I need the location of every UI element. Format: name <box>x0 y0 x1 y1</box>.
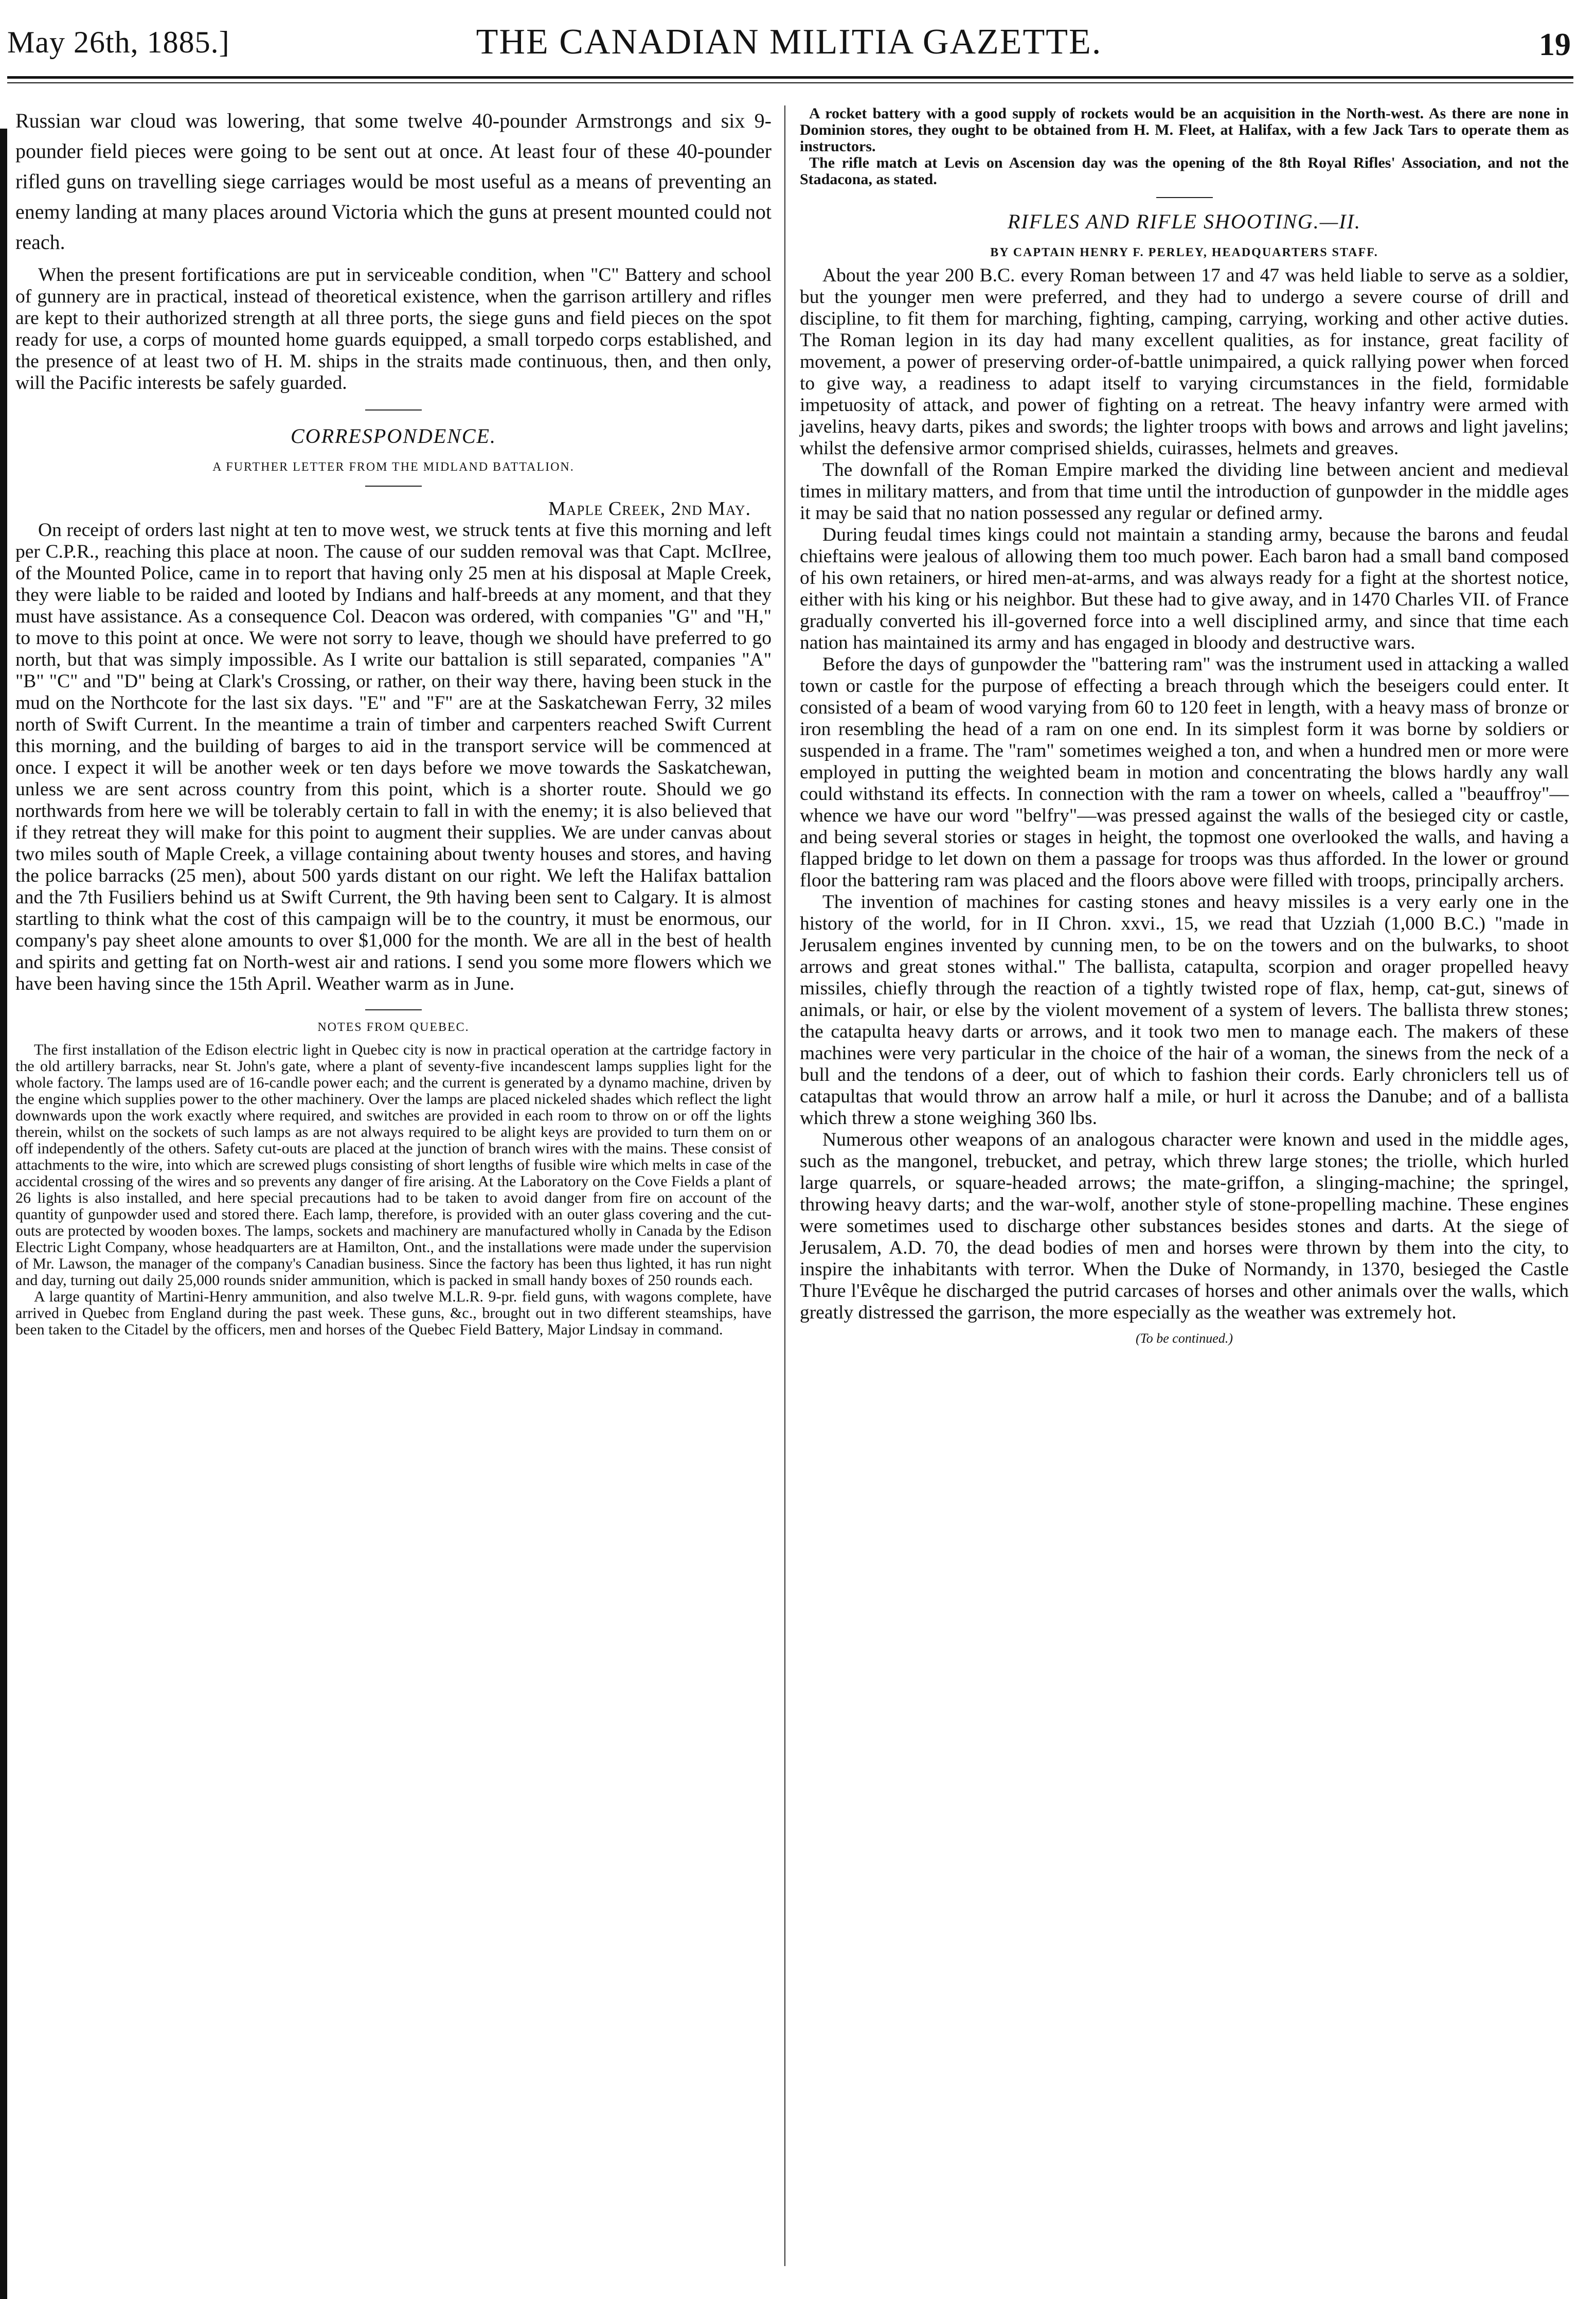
rocket-battery-note: A rocket battery with a good supply of rockets would be an acquisition in the North-west. As there are none in Dominion stores, they ought to be obtained from H. M. Fleet, at Halifax, with a few Jack Tars to operate them as instructors. <box>800 105 1569 155</box>
page-number: 19 <box>1539 27 1571 62</box>
correspondence-heading: CORRESPONDENCE. <box>291 424 496 448</box>
rifles-paragraph: The invention of machines for casting stones and heavy missiles is a very early one in the history of the world, for in II Chron. xxvi., 15, we read that Uzziah (1,000 B.C.) "made in Jerusalem engines invented by cunning men, to be on the towers and on the bulwarks, to shoot arrows and great stones withal." The ballista, catapulta, scorpion and orager propelled heavy missiles, chiefly through the reaction of a tightly twisted rope of flax, hemp, cat-gut, sinews of animals, or hair, or else by the violent movement of a system of levers. The ballista threw stones; the catapulta heavy darts or arrows, and it took two men to manage each. The makers of these machines were very particular in the choice of the hair of a woman, the sinews from the neck of a bull and the tendons of a deer, out of which to fashion their cords. Early chroniclers tell us of catapultas that would throw an arrow half a mile, or hurl it across the Danube; and of a ballista which threw a stone weighing 360 lbs. <box>800 892 1569 1129</box>
rifles-paragraph: Numerous other weapons of an analogous character were known and used in the middle ages, such as the mangonel, trebucket, and petray, which threw large stones; the triolle, which hurled large quarrels, or square-headed arrows; the mate-griffon, a slinging-machine; the springel, throwing heavy darts; and the war-wolf, another style of stone-propelling machine. These engines were sometimes used to discharge other substances besides stones and darts. At the siege of Jerusalem, A.D. 70, the dead bodies of men and horses were thrown by them into the city, to inspire the inhabitants with terror. When the Duke of Normandy, in 1370, besieged the Castle Thure l'Evêque he discharged the putrid carcases of horses and other animals over the walls, which greatly distressed the garrison, the more especially as the weather was extremely hot. <box>800 1129 1569 1323</box>
binding-edge <box>0 129 7 2299</box>
to-be-continued: (To be continued.) <box>1136 1331 1233 1346</box>
quebec-notes-paragraph: The first installation of the Edison electric light in Quebec city is now in practical operation at the cartridge factory in the old artillery barracks, near St. John's gate, where a plant of seventy-five incandescent lamps supplies light for the whole factory. The lamps used are of 16-candle power each; and the current is generated by a dynamo machine, driven by the engine which supplies power to the other machinery. Over the lamps are placed nickeled shades which reflect the light downwards upon the work exactly where required, and switches are provided in each room to throw on or off the lights therein, whilst on the sockets of such lamps as are not always required to be alight keys are provided to turn them on or off independently of the others. Safety cut-outs are placed at the junction of branch wires with the mains. These consist of attachments to the wire, into which are screwed plugs consisting of short lengths of fusible wire which melts in case of the accidental crossing of the wires and so prevents any danger of fire arising. At the Laboratory on the Cove Fields a plant of 26 lights is also installed, and here special precautions had to be taken to avoid danger from fire on account of the quantity of gunpowder used and stored there. Each lamp, therefore, is provided with an outer glass covering and the cut-outs are protected by wooden boxes. The lamps, sockets and machinery are manufactured wholly in Canada by the Edison Electric Light Company, whose headquarters are at Hamilton, Ont., and the installations were made under the supervision of Mr. Lawson, the manager of the company's Canadian business. Since the factory has been thus lighted, it has run night and day, turning out daily 25,000 rounds snider ammunition, which is packed in small handy boxes of 250 rounds each. <box>15 1041 772 1289</box>
rifles-paragraph: Before the days of gunpowder the "battering ram" was the instrument used in attacking a walled town or castle for the purpose of effecting a breach through which the beseigers could enter. It consisted of a beam of wood varying from 60 to 120 feet in length, with a heavy mass of bronze or iron resembling the head of a ram on one end. In its simplest form it was borne by soldiers or suspended in a frame. The "ram" sometimes weighed a ton, and when a hundred men or more were employed in putting the weighted beam in motion and concentrating the blows hardly any wall could withstand its effects. In connection with the ram a tower on wheels, called a "beauffroy"—whence we have our word "belfry"—was pressed against the walls of the besieged city or castle, and being several stories or stages in height, the topmost one overlooked the walls, and having a flapped bridge to let down on them a passage for troops was thus afforded. In the lower or ground floor the battering ram was placed and the floors above were filled with troops, principally archers. <box>800 654 1569 891</box>
quebec-notes-paragraph: A large quantity of Martini-Henry ammunition, and also twelve M.L.R. 9-pr. field guns, with wagons complete, have arrived in Quebec from England during the past week. These guns, &c., brought out in two different steamships, have been taken to the Citadel by the officers, men and horses of the Quebec Field Battery, Major Lindsay in command. <box>15 1288 772 1338</box>
correspondence-subheading: A FURTHER LETTER FROM THE MIDLAND BATTALION. <box>212 460 575 474</box>
rifles-paragraph: The downfall of the Roman Empire marked the dividing line between ancient and medieval times in military matters, and from that time until the introduction of gunpowder in the middle ages it may be said that no nation possessed any regular or defined army. <box>800 459 1569 524</box>
fortifications-paragraph: When the present fortifications are put in serviceable condition, when "C" Battery and school of gunnery are in practical, instead of theoretical existence, when the garrison artillery and rifles are kept to their authorized strength at all three ports, the siege guns and field pieces on the spot ready for use, a corps of mounted home guards equipped, a small torpedo corps established, and the presence of at least two of H. M. ships in the straits made continuous, then, and then only, will the Pacific interests be safely guarded. <box>15 264 772 394</box>
intro-paragraph: Russian war cloud was lowering, that some twelve 40-pounder Armstrongs and six 9-pounder field pieces were going to be sent out at once. At least four of these 40-pounder rifled guns on travelling siege carriages would be most useful as a means of preventing an enemy landing at many places around Victoria which the guns at present mounted could not reach. <box>15 109 772 254</box>
column-divider <box>784 105 785 2266</box>
rifle-match-note: The rifle match at Levis on Ascension day was the opening of the 8th Royal Rifles' Association, and not the Stadacona, as stated. <box>800 154 1569 188</box>
rifles-heading: RIFLES AND RIFLE SHOOTING.—II. <box>1007 210 1361 233</box>
letter-dateline: Maple Creek, 2nd May. <box>548 498 751 520</box>
rifles-byline: BY CAPTAIN HENRY F. PERLEY, HEADQUARTERS STAFF. <box>990 246 1378 259</box>
publication-title: THE CANADIAN MILITIA GAZETTE. <box>476 22 1102 62</box>
rifles-paragraph: About the year 200 B.C. every Roman between 17 and 47 was held liable to serve as a soldier, but the younger men were preferred, and they had to undergo a severe course of drill and discipline, to fit them for marching, fighting, camping, carrying, working and other active duties. The Roman legion in its day had many excellent qualities, as for instance, great facility of movement, a power of preserving order-of-battle unimpaired, a quick rallying power when forced to give way, a readiness to adapt itself to varying circumstances in the field, formidable impetuosity of attack, and power of fighting on a retreat. The heavy infantry were armed with javelins, heavy darts, pikes and swords; the lighter troops with bows and arrows and light javelins; whilst the defensive armor comprised shields, cuirasses, helmets and greaves. <box>800 265 1569 459</box>
right-column <box>800 105 1569 1346</box>
quebec-notes-heading: NOTES FROM QUEBEC. <box>317 1021 470 1034</box>
header-rule-thin <box>7 82 1573 83</box>
page-header <box>7 15 1571 72</box>
left-column <box>15 105 772 1338</box>
header-rule <box>7 76 1573 79</box>
letter-body: On receipt of orders last night at ten to move west, we struck tents at five this morning and left per C.P.R., reaching this place at noon. The cause of our sudden removal was that Capt. McIlree, of the Mounted Police, came in to report that having only 25 men at his disposal at Maple Creek, they were liable to be raided and looted by Indians and half-breeds at any moment, and that they must have assistance. As a consequence Col. Deacon was ordered, with companies "G" and "H," to move to this point at once. We were not sorry to leave, though we should have preferred to go north, but that was simply impossible. As I write our battalion is still separated, companies "A" "B" "C" and "D" being at Clark's Crossing, or rather, on their way there, having been stuck in the mud on the Northcote for the last six days. "E" and "F" are at the Saskatchewan Ferry, 32 miles north of Swift Current. In the meantime a train of timber and carpenters reached Swift Current this morning, and the building of barges to aid in the transport service will be commenced at once. I expect it will be another week or ten days before we move towards the Saskatchewan, unless we are sent across country from this point, which is a shorter route. Should we go northwards from here we will be tolerably certain to fall in with the enemy; it is also believed that if they retreat they will make for this point to augment their supplies. We are under canvas about two miles south of Maple Creek, a village containing about twenty houses and stores, and having the police barracks (25 men), about 500 yards distant on our right. We left the Halifax battalion and the 7th Fusiliers behind us at Swift Current, the 9th having been sent to Calgary. It is almost startling to think what the cost of this campaign will be to the country, it must be enormous, our company's pay sheet alone amounts to over $1,000 for the month. We are all in the best of health and spirits and getting fat on North-west air and rations. I send you some more flowers which we have been having since the 15th April. Weather warm as in June. <box>15 520 772 994</box>
issue-date: May 26th, 1885.] <box>7 25 230 59</box>
rifles-paragraph: During feudal times kings could not maintain a standing army, because the barons and feudal chieftains were jealous of allowing them too much power. Each baron had a small band composed of his own retainers, or hired men-at-arms, and was always ready for a fight at the shortest notice, either with his king or his neighbor. But these had to give away, and in 1470 Charles VII. of France gradually converted his ill-governed force into a well disciplined army, and since that time each nation has maintained its army and has engaged in bloody and destructive wars. <box>800 524 1569 653</box>
